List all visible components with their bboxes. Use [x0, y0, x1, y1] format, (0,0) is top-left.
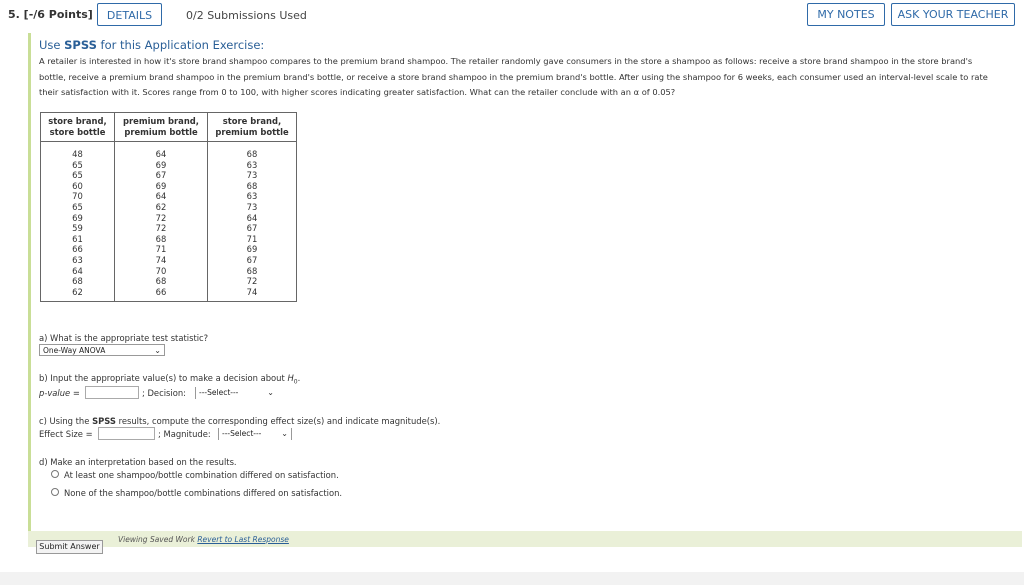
table-cell: 67: [246, 254, 258, 265]
details-button[interactable]: DETAILS: [97, 3, 162, 26]
table-cell: 66: [72, 244, 83, 255]
part-a-question: a) What is the appropriate test statistic?: [39, 333, 209, 343]
magnitude-label: ; Magnitude:: [158, 429, 211, 439]
my-notes-button[interactable]: MY NOTES: [807, 3, 885, 26]
question-body: [28, 33, 1022, 545]
table-cell: 69: [155, 159, 167, 170]
table-cell: 67: [246, 223, 258, 234]
chevron-down-icon: ⌄: [154, 346, 161, 355]
table-cell: 71: [246, 233, 258, 244]
table-cell: 63: [72, 254, 83, 265]
table-cell: 70: [155, 265, 167, 276]
table-cell: 64: [72, 265, 83, 276]
viewing-saved-work: Viewing Saved Work Revert to Last Response: [118, 535, 289, 544]
revert-link[interactable]: Revert to Last Response: [197, 535, 289, 544]
table-cell: 63: [246, 159, 258, 170]
part-b-question: b) Input the appropriate value(s) to make a decision about $H_0$.: [39, 373, 301, 386]
table-cell: 74: [246, 286, 258, 297]
column-header: store brand, store bottle: [41, 113, 115, 142]
table-cell: 72: [155, 223, 167, 234]
spss-label: SPSS: [64, 38, 97, 52]
part-c-question: c) Using the SPSS results, compute the corresponding effect size(s) and indicate magnitude(s).: [39, 416, 441, 426]
data-column: [208, 142, 297, 302]
table-cell: 48: [72, 149, 83, 159]
option-1-label[interactable]: At least one shampoo/bottle combination differed on satisfaction.: [64, 470, 339, 480]
table-cell: 73: [246, 170, 258, 181]
table-cell: 72: [155, 212, 167, 223]
table-cell: 64: [155, 191, 167, 202]
pvalue-row: p-value =: [39, 388, 80, 398]
data-column: [41, 142, 115, 302]
decision-select[interactable]: ---Select--- ⌄: [195, 387, 277, 399]
table-cell: 70: [72, 191, 83, 202]
radio-option-2[interactable]: [51, 488, 59, 496]
table-cell: 74: [155, 254, 167, 265]
effect-size-label: Effect Size =: [39, 429, 93, 439]
question-points: 5. [-/6 Points]: [8, 8, 93, 21]
part-d-question: d) Make an interpretation based on the results.: [39, 457, 237, 467]
radio-option-1[interactable]: [51, 470, 59, 478]
submit-answer-button[interactable]: Submit Answer: [36, 540, 103, 554]
table-cell: 71: [155, 244, 167, 255]
table-cell: 72: [246, 276, 258, 287]
effect-size-input[interactable]: [98, 427, 155, 440]
problem-title: Use SPSS for this Application Exercise:: [39, 38, 265, 52]
data-table: [40, 112, 297, 302]
table-cell: 66: [155, 286, 167, 297]
table-cell: 64: [246, 212, 258, 223]
table-cell: 60: [72, 180, 83, 191]
table-cell: 67: [155, 170, 167, 181]
page-footer: [0, 572, 1024, 585]
table-cell: 62: [155, 201, 167, 212]
question-header: [0, 0, 1024, 30]
table-cell: 73: [246, 201, 258, 212]
table-cell: 68: [155, 276, 167, 287]
table-cell: 65: [72, 201, 83, 212]
submissions-used: 0/2 Submissions Used: [186, 9, 307, 22]
table-cell: 64: [155, 149, 167, 159]
table-cell: 68: [72, 276, 83, 287]
table-cell: 68: [246, 265, 258, 276]
table-cell: 69: [72, 212, 83, 223]
table-cell: 62: [72, 286, 83, 297]
chevron-down-icon: ⌄: [281, 429, 288, 438]
table-cell: 68: [246, 180, 258, 191]
problem-description: A retailer is interested in how it's store brand shampoo compares to the premium brand shampoo. The retailer randomly gave consumers in the store a shampoo as follows: receive a store brand shampoo in the store brand's bottle, receive a premium brand shampoo in the premium brand's bottle, or receive a store brand shampoo in the premium brand's bottle. After using the shampoo for 6 weeks, each consumer used an interval-level scale to rate their satisfaction with it. Scores range from 0 to 100, with higher scores indicating greater satisfaction. What can the retailer conclude with an α of 0.05?: [39, 56, 988, 97]
chevron-down-icon: ⌄: [267, 388, 274, 397]
magnitude-select[interactable]: ---Select--- ⌄: [218, 428, 292, 440]
ask-teacher-button[interactable]: ASK YOUR TEACHER: [891, 3, 1015, 26]
table-cell: 65: [72, 170, 83, 181]
table-cell: 68: [246, 149, 258, 159]
table-cell: 68: [155, 233, 167, 244]
table-cell: 63: [246, 191, 258, 202]
test-statistic-select[interactable]: One-Way ANOVA ⌄: [39, 344, 165, 356]
decision-label: ; Decision:: [142, 388, 186, 398]
pvalue-input[interactable]: [85, 386, 139, 399]
column-header: store brand, premium bottle: [208, 113, 297, 142]
table-cell: 65: [72, 159, 83, 170]
table-cell: 59: [72, 223, 83, 234]
table-cell: 69: [246, 244, 258, 255]
table-cell: 69: [155, 180, 167, 191]
column-header: premium brand, premium bottle: [115, 113, 208, 142]
data-column: [115, 142, 208, 302]
table-cell: 61: [72, 233, 83, 244]
option-2-label[interactable]: None of the shampoo/bottle combinations differed on satisfaction.: [64, 488, 343, 498]
